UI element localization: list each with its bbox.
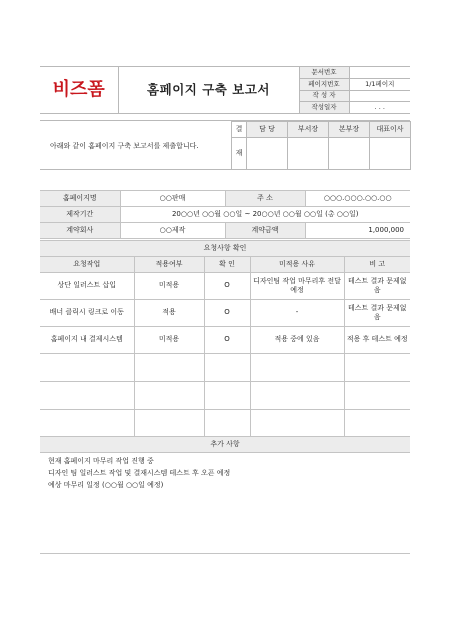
empty-cell[interactable] [204,382,250,410]
meta-value [349,67,410,79]
empty-cell[interactable] [40,354,134,382]
column-header: 비 고 [344,257,410,273]
divider [40,553,410,554]
approval-role: 대표이사 [370,122,411,138]
company-value: ○○제작 [120,223,225,239]
additional-notes-section [40,436,410,554]
site-name-label: 홈페이지명 [40,191,120,207]
checklist-title: 요청사항 확인 [40,241,410,257]
task-cell: 홈페이지 내 결제시스템 [40,327,134,354]
reason-cell: - [250,300,344,327]
address-label: 주 소 [225,191,305,207]
reason-cell: 디자인팀 작업 마무리후 전달예정 [250,273,344,300]
submission-statement: 아래와 같이 홈페이지 구축 보고서를 제출합니다. [50,142,199,150]
empty-cell[interactable] [134,410,204,438]
empty-cell[interactable] [134,354,204,382]
column-header: 적용여부 [134,257,204,273]
approval-role: 담 당 [247,122,288,138]
empty-cell[interactable] [250,382,344,410]
signature-cell[interactable] [370,138,411,170]
address-value: ○○○.○○○.○○.○○ [305,191,410,207]
meta-label: 작 성 자 [299,90,349,102]
note-cell: 테스트 결과 문제없음 [344,273,410,300]
reason-cell: 적용 중에 있음 [250,327,344,354]
meta-value: 1/1페이지 [349,78,410,90]
table-row-empty [40,410,410,438]
document-title: 홈페이지 구축 보고서 [118,67,299,114]
empty-cell[interactable] [40,382,134,410]
empty-cell[interactable] [204,410,250,438]
column-header: 요청작업 [40,257,134,273]
column-header: 확 인 [204,257,250,273]
additional-notes-title: 추가 사항 [40,436,410,453]
task-cell: 상단 일러스트 삽입 [40,273,134,300]
applied-cell: 적용 [134,300,204,327]
empty-cell[interactable] [250,410,344,438]
check-cell: O [204,300,250,327]
bizform-logo: 비즈폼 [40,67,118,114]
table-row-empty [40,354,410,382]
empty-cell[interactable] [40,410,134,438]
meta-label: 페이지번호 [299,78,349,90]
note-line: 현재 홈페이지 마무리 작업 진행 중 [48,457,154,465]
signature-cell[interactable] [247,138,288,170]
empty-cell[interactable] [344,354,410,382]
approval-side-label: 결 [232,122,247,138]
site-name-value: ○○판매 [120,191,225,207]
task-cell: 배너 클릭시 링크로 이동 [40,300,134,327]
submission-section [40,120,410,170]
project-info-table [40,190,410,239]
company-label: 계약회사 [40,223,120,239]
meta-value [349,90,410,102]
table-row-empty [40,382,410,410]
approval-role: 부서장 [288,122,329,138]
request-checklist-table [40,240,410,438]
applied-cell: 미적용 [134,327,204,354]
note-cell: 테스트 결과 문제없음 [344,300,410,327]
table-row [40,300,410,327]
period-value: 20○○년 ○○월 ○○일 ~ 20○○년 ○○월 ○○일 (총 ○○일) [120,207,410,223]
check-cell: O [204,273,250,300]
column-header: 미적용 사유 [250,257,344,273]
additional-notes-body [40,453,410,491]
meta-label: 작성일자 [299,102,349,114]
meta-value: . . . [349,102,410,114]
applied-cell: 미적용 [134,273,204,300]
table-row [40,327,410,354]
note-line: 예상 마무리 일정 (○○월 ○○일 예정) [48,481,164,489]
approval-box [231,121,411,170]
signature-cell[interactable] [288,138,329,170]
approval-role: 본부장 [329,122,370,138]
empty-cell[interactable] [134,382,204,410]
empty-cell[interactable] [250,354,344,382]
note-cell: 적용 후 테스트 예정 [344,327,410,354]
empty-cell[interactable] [344,382,410,410]
meta-label: 문서번호 [299,67,349,79]
check-cell: O [204,327,250,354]
table-row [40,273,410,300]
amount-label: 계약금액 [225,223,305,239]
empty-cell[interactable] [344,410,410,438]
report-header [40,66,410,114]
note-line: 디자인 팀 일러스트 작업 및 결재시스템 테스트 후 오픈 예정 [48,469,231,477]
approval-side-label: 재 [232,138,247,170]
amount-value: 1,000,000 [305,223,410,239]
empty-cell[interactable] [204,354,250,382]
period-label: 제작기간 [40,207,120,223]
signature-cell[interactable] [329,138,370,170]
